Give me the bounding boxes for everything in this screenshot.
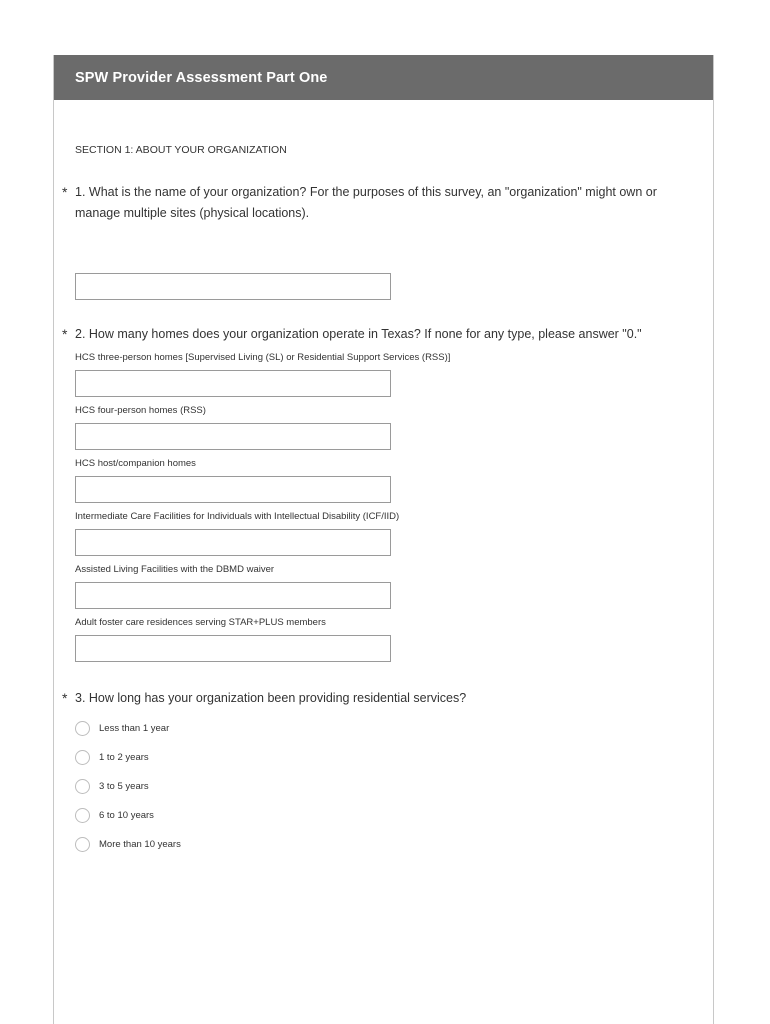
radio-button-icon[interactable] [75,750,90,765]
organization-name-input[interactable] [75,273,391,300]
radio-option-1-to-2-years[interactable] [75,749,149,765]
question-1-text: 1. What is the name of your organization? For the purposes of this survey, an "organization" might own or manage multiple sites (physical locations). [75,185,657,220]
radio-label: 3 to 5 years [99,780,149,792]
section-title: SECTION 1: ABOUT YOUR ORGANIZATION [75,144,287,156]
question-3 [62,688,695,709]
radio-label: More than 10 years [99,838,181,850]
survey-page [53,55,714,1024]
assisted-living-dbmd-input[interactable] [75,582,391,609]
hcs-three-person-label: HCS three-person homes [Supervised Living (SL) or Residential Support Services (RSS)] [75,352,451,363]
adult-foster-care-input[interactable] [75,635,391,662]
hcs-host-companion-input[interactable] [75,476,391,503]
hcs-host-companion-label: HCS host/companion homes [75,458,196,469]
required-asterisk: * [62,184,68,200]
hcs-four-person-label: HCS four-person homes (RSS) [75,405,206,416]
required-asterisk: * [62,690,68,706]
radio-button-icon[interactable] [75,779,90,794]
radio-button-icon[interactable] [75,808,90,823]
question-2 [62,324,695,345]
radio-button-icon[interactable] [75,837,90,852]
question-1 [62,182,695,224]
radio-label: 1 to 2 years [99,751,149,763]
radio-option-less-than-1-year[interactable] [75,720,169,736]
survey-title: SPW Provider Assessment Part One [75,69,328,86]
radio-label: Less than 1 year [99,722,170,734]
icf-iid-input[interactable] [75,529,391,556]
radio-option-more-than-10-years[interactable] [75,836,181,852]
survey-header [54,55,713,100]
radio-button-icon[interactable] [75,721,90,736]
question-3-text: 3. How long has your organization been providing residential services? [75,691,467,705]
required-asterisk: * [62,326,68,342]
radio-option-6-to-10-years[interactable] [75,807,154,823]
radio-option-3-to-5-years[interactable] [75,778,149,794]
icf-iid-label: Intermediate Care Facilities for Individuals with Intellectual Disability (ICF/IID) [75,511,400,522]
hcs-four-person-input[interactable] [75,423,391,450]
adult-foster-care-label: Adult foster care residences serving STAR+PLUS members [75,617,326,628]
assisted-living-dbmd-label: Assisted Living Facilities with the DBMD waiver [75,564,275,575]
question-2-text: 2. How many homes does your organization operate in Texas? If none for any type, please answer "0." [75,327,642,341]
hcs-three-person-input[interactable] [75,370,391,397]
radio-label: 6 to 10 years [99,809,154,821]
